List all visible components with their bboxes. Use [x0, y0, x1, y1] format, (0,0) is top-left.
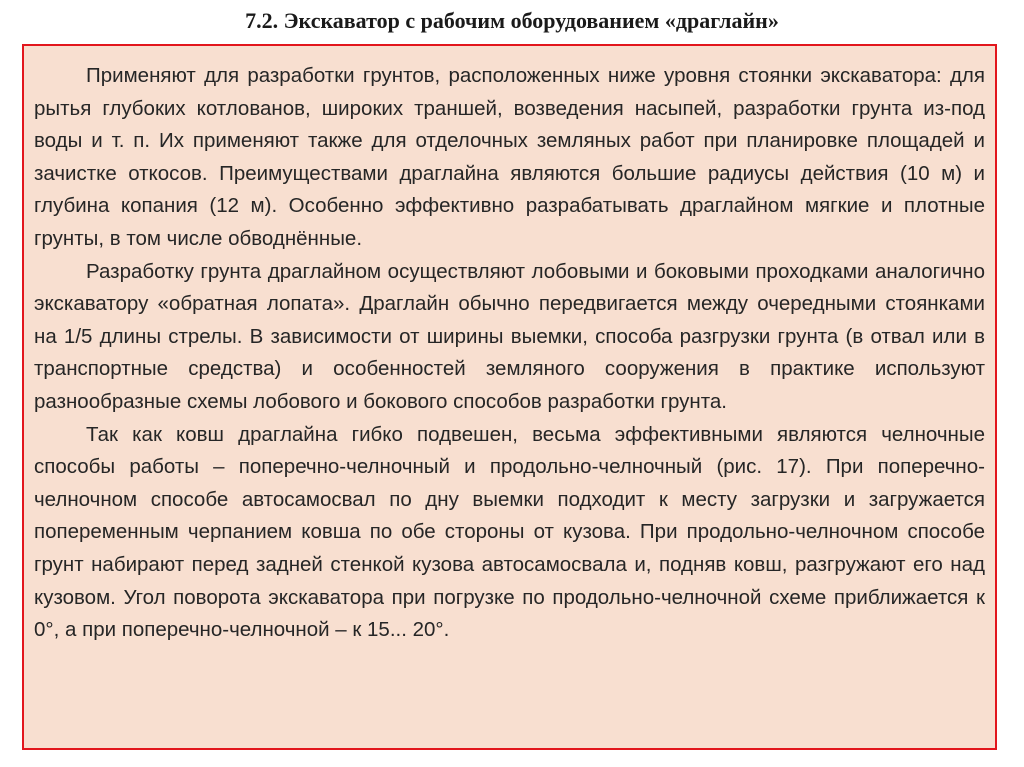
text-frame	[22, 44, 997, 750]
paragraph-1: Применяют для разработки грунтов, расположенных ниже уровня стоянки экскаватора: для рытья глубоких котлованов, широких траншей, возведения насыпей, разработки грунта из-под воды и т. п. Их применяют также для отделочных земляных работ при планировке площадей и зачистке откосов. Преимуществами драглайна являются большие радиусы действия (10 м) и глубина копания (12 м). Особенно эффективно разрабатывать драглайном мягкие и плотные грунты, в том числе обводнённые.	[34, 64, 985, 250]
paragraph-3: Так как ковш драглайна гибко подвешен, весьма эффективными являются челночные способы работы – поперечно-челночный и продольно-челночный (рис. 17). При поперечно-челночном способе автосамосвал по дну выемки подходит к месту загрузки и загружается попеременным черпанием ковша по обе стороны от кузова. При продольно-челночном способе грунт набирают перед задней стенкой кузова автосамосвала и, подняв ковш, разгружают его над кузовом. Угол поворота экскаватора при погрузке по продольно-челночной схеме приближается к 0°, а при поперечно-челночной – к 15... 20°.	[34, 422, 985, 642]
body-text	[34, 60, 985, 647]
paragraph-2: Разработку грунта драглайном осуществляют лобовыми и боковыми проходками аналогично экскаватору «обратная лопата». Драглайн обычно передвигается между очередными стоянками на 1/5 длины стрелы. В зависимости от ширины выемки, способа разгрузки грунта (в отвал или в транспортные средства) и особенностей земляного сооружения в практике используют разнообразные схемы лобового и бокового способов разработки грунта.	[34, 259, 985, 413]
page-title: 7.2. Экскаватор с рабочим оборудованием «драглайн»	[245, 8, 779, 33]
